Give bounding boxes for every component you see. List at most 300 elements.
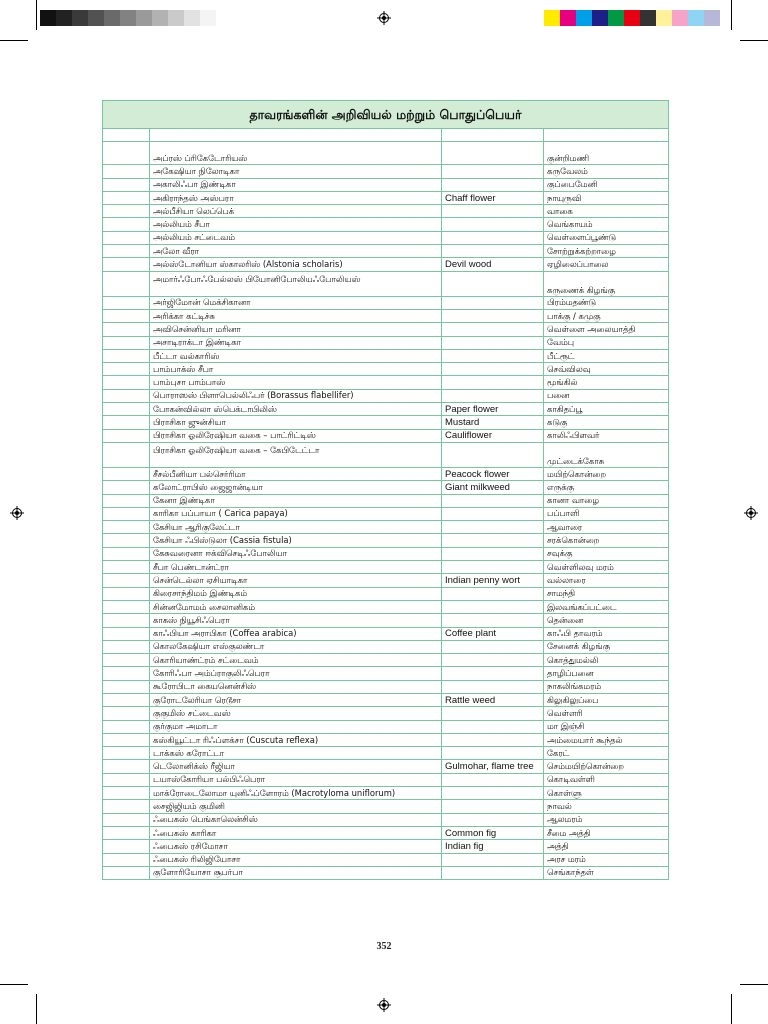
common-name-cell xyxy=(442,800,544,813)
scientific-name-cell: கூரோபிடா கையனென்சிஸ் xyxy=(150,680,442,693)
tamil-name-cell: செவ்விலவு xyxy=(544,363,669,376)
scientific-name-cell: அல்ஸ்டோனியா ஸ்காலரிஸ் (Alstonia scholaris) xyxy=(150,258,442,271)
common-name-cell xyxy=(442,733,544,746)
scientific-name-cell: போகன்வில்லா ஸ்பெக்டாபிலிஸ் xyxy=(150,403,442,416)
blank-cell xyxy=(103,191,150,204)
tamil-name-cell: சோற்றுக்கற்றாழை xyxy=(544,245,669,258)
blank-cell xyxy=(103,547,150,560)
table-row xyxy=(103,258,669,271)
blank-cell xyxy=(103,416,150,429)
table-row xyxy=(103,494,669,507)
tamil-name-cell: மூங்கில் xyxy=(544,376,669,389)
tamil-name-cell: கருணைக் கிழங்கு xyxy=(544,271,669,296)
crop-mark xyxy=(0,984,28,985)
common-name-cell xyxy=(442,600,544,613)
common-name-cell: Indian fig xyxy=(442,840,544,853)
scientific-name-cell: ஃபைகஸ் ரிலிஜியோசா xyxy=(150,853,442,866)
scientific-name-cell: பிராசிகா ஓலிரேஷியா வகை – பாட்ரிட்டிஸ் xyxy=(150,429,442,442)
table-row xyxy=(103,142,669,165)
tamil-name-cell: பிரம்மதண்டு xyxy=(544,296,669,309)
blank-cell xyxy=(103,800,150,813)
table-row xyxy=(103,376,669,389)
blank-cell xyxy=(103,614,150,627)
scientific-name-cell: கோரிஃபா அம்ப்ராகுலிஃபெரா xyxy=(150,667,442,680)
color-swatch xyxy=(608,10,624,26)
table-row xyxy=(103,231,669,244)
table-row xyxy=(103,309,669,322)
color-swatch xyxy=(592,10,608,26)
table-row xyxy=(103,733,669,746)
blank-cell xyxy=(103,376,150,389)
crop-mark xyxy=(36,0,37,30)
scientific-name-cell: கலோட்ராபிஸ் ஜைஜான்டியா xyxy=(150,481,442,494)
blank-cell xyxy=(103,733,150,746)
scientific-name-cell: சைஜிஜியம் குமினி xyxy=(150,800,442,813)
scientific-name-cell: பாம்பாக்ஸ் சீபா xyxy=(150,363,442,376)
tamil-name-cell: மயிற்கொன்றை xyxy=(544,467,669,480)
blank-cell xyxy=(103,667,150,680)
grayscale-calibration-bar xyxy=(40,10,216,26)
blank-cell xyxy=(103,521,150,534)
table-row xyxy=(103,600,669,613)
table-row xyxy=(103,640,669,653)
common-name-cell xyxy=(442,614,544,627)
crop-mark xyxy=(740,984,768,985)
tamil-name-cell: குன்றிமணி xyxy=(544,142,669,165)
blank-cell xyxy=(103,760,150,773)
tamil-name-cell: சாமந்தி xyxy=(544,587,669,600)
table-row xyxy=(103,178,669,191)
plant-names-table xyxy=(102,100,669,880)
registration-mark-right xyxy=(744,506,758,520)
common-name-cell xyxy=(442,129,544,142)
tamil-name-cell: சீமை அத்தி xyxy=(544,826,669,839)
scientific-name-cell: குர்குமா அமாடா xyxy=(150,720,442,733)
common-name-cell xyxy=(442,494,544,507)
common-name-cell xyxy=(442,547,544,560)
blank-cell xyxy=(103,323,150,336)
table-row xyxy=(103,205,669,218)
blank-cell xyxy=(103,218,150,231)
tamil-name-cell: ஆலமரம் xyxy=(544,813,669,826)
registration-mark-bottom xyxy=(377,998,391,1012)
color-swatch xyxy=(672,10,688,26)
blank-cell xyxy=(103,574,150,587)
tamil-name-cell: ஆவாரை xyxy=(544,521,669,534)
table-row xyxy=(103,129,669,142)
common-name-cell xyxy=(442,336,544,349)
tamil-name-cell: குப்பைமேனி xyxy=(544,178,669,191)
title-row xyxy=(103,101,669,129)
common-name-cell xyxy=(442,296,544,309)
table-row xyxy=(103,507,669,520)
blank-cell xyxy=(103,627,150,640)
table-body xyxy=(103,101,669,880)
common-name-cell xyxy=(442,773,544,786)
table-row xyxy=(103,773,669,786)
common-name-cell: Chaff flower xyxy=(442,191,544,204)
blank-cell xyxy=(103,494,150,507)
scientific-name-cell: பீட்டா வல்காரிஸ் xyxy=(150,349,442,362)
tamil-name-cell: நாகலிங்கமரம் xyxy=(544,680,669,693)
blank-cell xyxy=(103,442,150,467)
blank-cell xyxy=(103,296,150,309)
tamil-name-cell: கொள்ளு xyxy=(544,787,669,800)
tamil-name-cell: கேரட் xyxy=(544,747,669,760)
tamil-name-cell: எருக்கு xyxy=(544,481,669,494)
scientific-name-cell: அமார்ஃபோஃபேல்லஸ் பியோனிபோலியஃபோலியஸ் xyxy=(150,271,442,296)
scientific-name-cell: பொராஸஸ் பிளாபெல்லிஃபர் (Borassus flabellifer) xyxy=(150,389,442,402)
scientific-name-cell: அலோ வீரா xyxy=(150,245,442,258)
crop-mark xyxy=(740,40,768,41)
scientific-name-cell: பிராசிகா ஓலிரேஷியா வகை – கேபிடேட்டா xyxy=(150,442,442,467)
crop-mark xyxy=(731,994,732,1024)
blank-cell xyxy=(103,142,150,165)
scientific-name-cell: டெலோனிக்ஸ் ரீஜியா xyxy=(150,760,442,773)
common-name-cell xyxy=(442,165,544,178)
common-name-cell xyxy=(442,389,544,402)
scientific-name-cell xyxy=(150,129,442,142)
scientific-name-cell: சீசல்பீனியா பல்செர்ரிமா xyxy=(150,467,442,480)
tamil-name-cell: இலவங்கப்பட்டை xyxy=(544,600,669,613)
tamil-name-cell: கானா வாழை xyxy=(544,494,669,507)
blank-cell xyxy=(103,165,150,178)
tamil-name-cell: ஏழிலைப்பாலை xyxy=(544,258,669,271)
common-name-cell: Indian penny wort xyxy=(442,574,544,587)
blank-cell xyxy=(103,720,150,733)
common-name-cell xyxy=(442,521,544,534)
blank-cell xyxy=(103,178,150,191)
table-row xyxy=(103,693,669,706)
scientific-name-cell: டாக்கஸ் கரோட்டா xyxy=(150,747,442,760)
table-row xyxy=(103,826,669,839)
blank-cell xyxy=(103,403,150,416)
common-name-cell: Mustard xyxy=(442,416,544,429)
blank-cell xyxy=(103,336,150,349)
scientific-name-cell: சின்னமோமம் சைலானிகம் xyxy=(150,600,442,613)
blank-cell xyxy=(103,534,150,547)
gray-swatch xyxy=(88,10,104,26)
scientific-name-cell: பாம்புசா பாம்பாஸ் xyxy=(150,376,442,389)
common-name-cell xyxy=(442,309,544,322)
common-name-cell xyxy=(442,271,544,296)
table-row xyxy=(103,191,669,204)
scientific-name-cell: கேனா இண்டிகா xyxy=(150,494,442,507)
common-name-cell: Giant milkweed xyxy=(442,481,544,494)
gray-swatch xyxy=(136,10,152,26)
common-name-cell xyxy=(442,853,544,866)
tamil-name-cell: முட்டைக்கோசு xyxy=(544,442,669,467)
common-name-cell xyxy=(442,707,544,720)
blank-cell xyxy=(103,129,150,142)
blank-cell xyxy=(103,245,150,258)
tamil-name-cell: பாக்கு / கமுகு xyxy=(544,309,669,322)
tamil-name-cell: கொடிவள்ளி xyxy=(544,773,669,786)
tamil-name-cell: வெள்ளை அலையாத்தி xyxy=(544,323,669,336)
table-row xyxy=(103,866,669,879)
scientific-name-cell: அவிசென்னியா மரினா xyxy=(150,323,442,336)
table-row xyxy=(103,667,669,680)
table-row xyxy=(103,416,669,429)
table-row xyxy=(103,336,669,349)
tamil-name-cell: மா இஞ்சி xyxy=(544,720,669,733)
table-row xyxy=(103,271,669,296)
tamil-name-cell: காகிதப்பூ xyxy=(544,403,669,416)
scientific-name-cell: சீபா பெண்டான்ட்ரா xyxy=(150,561,442,574)
scientific-name-cell: மாக்ரோடைலோமா யுனிஃப்ளோரம் (Macrotyloma uniflorum) xyxy=(150,787,442,800)
common-name-cell xyxy=(442,787,544,800)
common-name-cell xyxy=(442,245,544,258)
table-row xyxy=(103,627,669,640)
common-name-cell xyxy=(442,654,544,667)
blank-cell xyxy=(103,680,150,693)
crop-mark xyxy=(36,994,37,1024)
common-name-cell xyxy=(442,720,544,733)
gray-swatch xyxy=(200,10,216,26)
tamil-name-cell: வெள்ளிலவு மரம் xyxy=(544,561,669,574)
scientific-name-cell: ஃபைகஸ் பெங்காலென்சிஸ் xyxy=(150,813,442,826)
tamil-name-cell: வல்லாரை xyxy=(544,574,669,587)
scientific-name-cell: அகிராந்தஸ் அஸ்பரா xyxy=(150,191,442,204)
color-swatch xyxy=(704,10,720,26)
common-name-cell xyxy=(442,363,544,376)
tamil-name-cell: கிலுகிலுப்பை xyxy=(544,693,669,706)
blank-cell xyxy=(103,853,150,866)
gray-swatch xyxy=(168,10,184,26)
tamil-name-cell: அம்மையார் கூந்தல் xyxy=(544,733,669,746)
tamil-name-cell: சேனைக் கிழங்கு xyxy=(544,640,669,653)
common-name-cell xyxy=(442,561,544,574)
color-swatch xyxy=(688,10,704,26)
scientific-name-cell: கேசியா ஃபிஸ்டுலா (Cassia fistula) xyxy=(150,534,442,547)
color-swatch xyxy=(624,10,640,26)
registration-mark-top xyxy=(377,11,391,25)
table-row xyxy=(103,853,669,866)
blank-cell xyxy=(103,363,150,376)
tamil-name-cell: சரக்கொன்றை xyxy=(544,534,669,547)
blank-cell xyxy=(103,271,150,296)
blank-cell xyxy=(103,467,150,480)
blank-cell xyxy=(103,231,150,244)
table-row xyxy=(103,574,669,587)
common-name-cell xyxy=(442,231,544,244)
common-name-cell: Common fig xyxy=(442,826,544,839)
tamil-name-cell: வாகை xyxy=(544,205,669,218)
table-row xyxy=(103,840,669,853)
blank-cell xyxy=(103,747,150,760)
blank-cell xyxy=(103,813,150,826)
tamil-name-cell: வேம்பு xyxy=(544,336,669,349)
blank-cell xyxy=(103,309,150,322)
scientific-name-cell: அகாலிஃபா இண்டிகா xyxy=(150,178,442,191)
blank-cell xyxy=(103,707,150,720)
scientific-name-cell: அரிக்கா கட்டிச்சு xyxy=(150,309,442,322)
tamil-name-cell: தாழிப்பனை xyxy=(544,667,669,680)
tamil-name-cell: சவுக்கு xyxy=(544,547,669,560)
common-name-cell: Peacock flower xyxy=(442,467,544,480)
scientific-name-cell: கிரைசாந்திமம் இண்டிகம் xyxy=(150,587,442,600)
blank-cell xyxy=(103,349,150,362)
blank-cell xyxy=(103,205,150,218)
blank-cell xyxy=(103,693,150,706)
tamil-name-cell: பனை xyxy=(544,389,669,402)
common-name-cell xyxy=(442,587,544,600)
registration-mark-left xyxy=(10,506,24,520)
tamil-name-cell: கருவேலம் xyxy=(544,165,669,178)
gray-swatch xyxy=(120,10,136,26)
table-row xyxy=(103,800,669,813)
common-name-cell xyxy=(442,680,544,693)
blank-cell xyxy=(103,429,150,442)
table-row xyxy=(103,760,669,773)
common-name-cell xyxy=(442,218,544,231)
scientific-name-cell: காஃபியா அராபிகா (Coffea arabica) xyxy=(150,627,442,640)
tamil-name-cell: அரச மரம் xyxy=(544,853,669,866)
tamil-name-cell: கடுகு xyxy=(544,416,669,429)
page-number: 352 xyxy=(376,941,392,952)
tamil-name-cell: வெள்ளைப்பூண்டு xyxy=(544,231,669,244)
common-name-cell: Paper flower xyxy=(442,403,544,416)
scientific-name-cell: டயாஸ்கோரியா பல்பிஃபெரா xyxy=(150,773,442,786)
blank-cell xyxy=(103,840,150,853)
table-row xyxy=(103,442,669,467)
common-name-cell xyxy=(442,747,544,760)
scientific-name-cell: சென்டெல்லா ஏசியாடிகா xyxy=(150,574,442,587)
table-row xyxy=(103,363,669,376)
common-name-cell: Coffee plant xyxy=(442,627,544,640)
scientific-name-cell: கேசுவரைனா ஈக்விசெடிஃபோலியா xyxy=(150,547,442,560)
table-row xyxy=(103,720,669,733)
common-name-cell xyxy=(442,534,544,547)
tamil-name-cell: செங்காந்தள் xyxy=(544,866,669,879)
color-swatch xyxy=(544,10,560,26)
gray-swatch xyxy=(40,10,56,26)
blank-cell xyxy=(103,587,150,600)
common-name-cell: Gulmohar, flame tree xyxy=(442,760,544,773)
table-row xyxy=(103,521,669,534)
tamil-name-cell: காலிஃபிளவர் xyxy=(544,429,669,442)
table-row xyxy=(103,547,669,560)
blank-cell xyxy=(103,787,150,800)
table-row xyxy=(103,467,669,480)
crop-mark xyxy=(0,40,28,41)
scientific-name-cell: ஃபைகஸ் காரிகா xyxy=(150,826,442,839)
table-row xyxy=(103,403,669,416)
scientific-name-cell: கொலகேஷியா எஸ்குலண்டா xyxy=(150,640,442,653)
tamil-name-cell xyxy=(544,129,669,142)
scientific-name-cell: குரோடலேரியா ரெடூசா xyxy=(150,693,442,706)
table-row xyxy=(103,813,669,826)
scientific-name-cell: ஃபைகஸ் ரசிமோசா xyxy=(150,840,442,853)
table-row xyxy=(103,296,669,309)
tamil-name-cell: நாயுருவி xyxy=(544,191,669,204)
tamil-name-cell: வெங்காயம் xyxy=(544,218,669,231)
scientific-name-cell: குளோரியோசா சூபர்பா xyxy=(150,866,442,879)
table-row xyxy=(103,165,669,178)
tamil-name-cell: வெள்ளரி xyxy=(544,707,669,720)
table-row xyxy=(103,587,669,600)
scientific-name-cell: காகஸ் நியூசிஃபெரா xyxy=(150,614,442,627)
common-name-cell xyxy=(442,178,544,191)
color-calibration-bar xyxy=(544,10,720,26)
common-name-cell xyxy=(442,323,544,336)
common-name-cell xyxy=(442,813,544,826)
blank-cell xyxy=(103,389,150,402)
common-name-cell: Devil wood xyxy=(442,258,544,271)
table-row xyxy=(103,534,669,547)
tamil-name-cell: நாவல் xyxy=(544,800,669,813)
gray-swatch xyxy=(56,10,72,26)
table-row xyxy=(103,561,669,574)
scientific-name-cell: கேசியா ஆரிகுலேட்டா xyxy=(150,521,442,534)
tamil-name-cell: கொத்துமல்லி xyxy=(544,654,669,667)
common-name-cell xyxy=(442,442,544,467)
tamil-name-cell: அத்தி xyxy=(544,840,669,853)
scientific-name-cell: அல்பீசியா லெப்பெக் xyxy=(150,205,442,218)
table-row xyxy=(103,218,669,231)
crop-mark xyxy=(731,0,732,30)
color-swatch xyxy=(576,10,592,26)
tamil-name-cell: பப்பாளி xyxy=(544,507,669,520)
common-name-cell xyxy=(442,866,544,879)
color-swatch xyxy=(640,10,656,26)
tamil-name-cell: செம்மயிற்கொன்றை xyxy=(544,760,669,773)
table-row xyxy=(103,787,669,800)
blank-cell xyxy=(103,258,150,271)
scientific-name-cell: குகுமிஸ் சட்டைவஸ் xyxy=(150,707,442,720)
table-row xyxy=(103,680,669,693)
common-name-cell xyxy=(442,640,544,653)
table-row xyxy=(103,654,669,667)
blank-cell xyxy=(103,561,150,574)
common-name-cell: Cauliflower xyxy=(442,429,544,442)
table-title: தாவரங்களின் அறிவியல் மற்றும் பொதுப்பெயர் xyxy=(103,101,669,129)
tamil-name-cell: தென்னை xyxy=(544,614,669,627)
color-swatch xyxy=(656,10,672,26)
common-name-cell xyxy=(442,507,544,520)
table-row xyxy=(103,747,669,760)
gray-swatch xyxy=(152,10,168,26)
common-name-cell xyxy=(442,142,544,165)
blank-cell xyxy=(103,866,150,879)
scientific-name-cell: கஸ்கியூட்டா ரிஃப்ளக்சா (Cuscuta reflexa) xyxy=(150,733,442,746)
scientific-name-cell: காரிகா பப்பாயா ( Carica papaya) xyxy=(150,507,442,520)
table-row xyxy=(103,481,669,494)
common-name-cell xyxy=(442,205,544,218)
blank-cell xyxy=(103,600,150,613)
gray-swatch xyxy=(72,10,88,26)
common-name-cell xyxy=(442,667,544,680)
scientific-name-cell: அல்லியம் சட்டைவம் xyxy=(150,231,442,244)
table-row xyxy=(103,245,669,258)
blank-cell xyxy=(103,481,150,494)
tamil-name-cell: பீட்ரூட் xyxy=(544,349,669,362)
table-row xyxy=(103,349,669,362)
gray-swatch xyxy=(104,10,120,26)
scientific-name-cell: அகேஷியா நிலோடிகா xyxy=(150,165,442,178)
scientific-name-cell: அல்லியம் சீபா xyxy=(150,218,442,231)
blank-cell xyxy=(103,640,150,653)
gray-swatch xyxy=(184,10,200,26)
table-row xyxy=(103,323,669,336)
table-row xyxy=(103,707,669,720)
common-name-cell: Rattle weed xyxy=(442,693,544,706)
blank-cell xyxy=(103,773,150,786)
scientific-name-cell: கொரியாண்ட்ரம் சட்டைவம் xyxy=(150,654,442,667)
blank-cell xyxy=(103,507,150,520)
blank-cell xyxy=(103,826,150,839)
color-swatch xyxy=(560,10,576,26)
